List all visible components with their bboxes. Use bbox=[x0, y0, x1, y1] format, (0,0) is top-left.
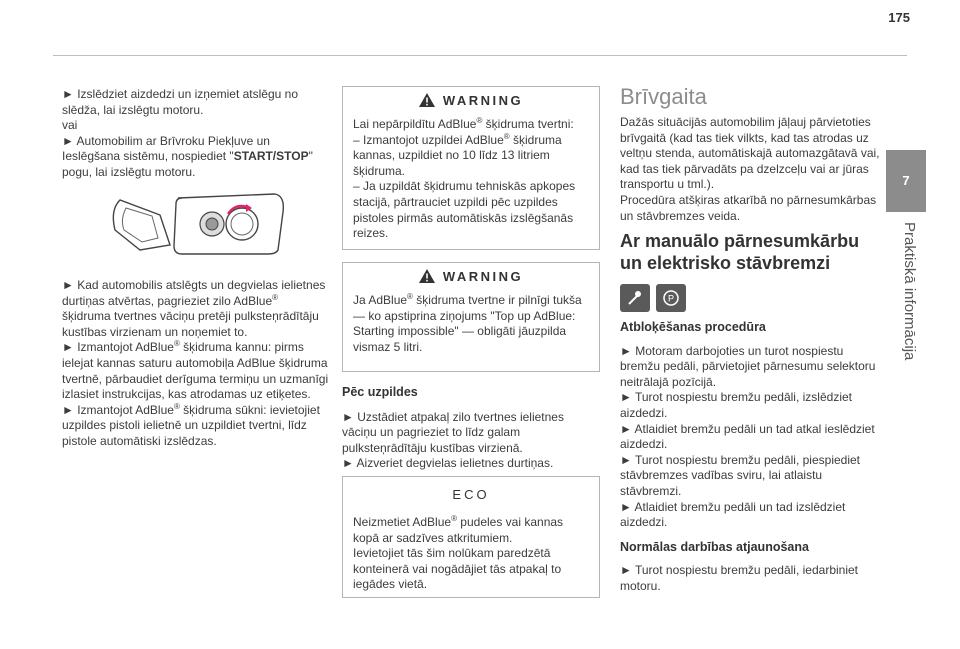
step: ► Turot nospiestu bremžu pedāli, piespiediet stāvbremzes vadības sviru, lai atlaistu stāvbremzi. bbox=[620, 452, 861, 498]
fuel-flap-illustration bbox=[100, 190, 290, 258]
subsection-title: Ar manuālo pārnesumkārbu un elektrisko stāvbremzi bbox=[620, 231, 860, 273]
step: ► Turot nospiestu bremžu pedāli, iedarbiniet motoru. bbox=[620, 563, 859, 593]
paragraph: ► Aizveriet degvielas ielietnes durtiņas. bbox=[342, 456, 554, 471]
eco-body: Neizmetiet AdBlue® pudeles vai kannas kopā ar sadzīves atkritumiem. Ievietojiet tās šim nolūkam paredzētā konteinerā vai nogādājiet tās atpakaļ to iegādes vietā. bbox=[353, 514, 564, 592]
warning-title: WARNING bbox=[442, 268, 524, 284]
page-number: 175 bbox=[888, 10, 910, 25]
top-divider bbox=[53, 55, 907, 56]
section-heading: Pēc uzpildes bbox=[342, 385, 418, 399]
warning-box bbox=[342, 86, 600, 250]
warning-triangle-icon bbox=[419, 269, 435, 283]
unlock-procedure bbox=[620, 320, 882, 595]
manual-gearbox-icon bbox=[620, 284, 650, 312]
warning-header bbox=[343, 263, 599, 289]
intro-text bbox=[620, 115, 882, 224]
chapter-tab[interactable]: 7 bbox=[886, 150, 926, 212]
column-left-lower bbox=[62, 278, 330, 450]
after-refuel-section bbox=[342, 385, 600, 472]
step: ► Atlaidiet bremžu pedāli un tad atkal ieslēdziet aizdedzi. bbox=[620, 421, 875, 452]
procedure-heading: Normālas darbības atjaunošana bbox=[620, 539, 809, 554]
procedure-heading: Atbloķēšanas procedūra bbox=[620, 320, 766, 334]
chapter-label-text: Praktiskā informācija bbox=[901, 222, 918, 361]
paragraph: ► Izmantojot AdBlue® šķidruma sūkni: ievietojiet uzpildes pistoli ielietnē un uzpildiet tvertni, līdz pistole automātiski izslēdzas. bbox=[62, 401, 320, 448]
warning-body: Ja AdBlue® šķidruma tvertne ir pilnīgi tukša — ko apstiprina ziņojums "Top up AdBlue: Starting impossible" — obligāti jāuzpilda vismaz 5 litri. bbox=[353, 292, 582, 354]
column-left bbox=[62, 87, 330, 181]
icon-row bbox=[620, 284, 686, 312]
eco-title: ECO bbox=[452, 486, 490, 502]
warning-triangle-icon bbox=[419, 93, 435, 107]
warning-box-2 bbox=[342, 262, 600, 372]
electric-parking-brake-icon bbox=[656, 284, 686, 312]
paragraph: ► Uzstādiet atpakaļ zilo tvertnes ielietnes vāciņu un pagrieziet to līdz galam pulksteņrādītāju kustības virzienā. bbox=[342, 409, 564, 455]
paragraph: ► Izslēdziet aizdedzi un izņemiet atslēgu no slēdža, lai izslēgtu motoru. vai ► Automobilim ar Brīvroku Piekļuve un Ieslēgšana sistēmu, nospiediet "START/STOP" pogu, lai izslēgtu motoru. bbox=[62, 87, 313, 179]
warning-header bbox=[343, 87, 599, 113]
step: ► Turot nospiestu bremžu pedāli, izslēdziet aizdedzi. bbox=[620, 390, 852, 420]
step: ► Motoram darbojoties un turot nospiestu bremžu pedāli, pārvietojiet pārnesumu selektoru neitrālajā pozīcijā. bbox=[620, 343, 876, 389]
paragraph: Dažās situācijās automobilim jāļauj pārvietoties brīvgaitā (kad tas tiek vilkts, kad tas atrodas uz veltņu stenda, automātiskajā automazgātavā vai, kad tas tiek pārvadāts pa dzelzceļu vai ar jūras transportu u tml.). bbox=[620, 115, 880, 192]
paragraph: ► Kad automobilis atslēgts un degvielas ielietnes durtiņas atvērtas, pagrieziet zilo AdBlue® šķidruma tvertnes vāciņu pretēji pulksteņrādītāju kustības virzienam un noņemiet to. bbox=[62, 278, 326, 339]
eco-box bbox=[342, 476, 600, 598]
warning-body: Lai nepārpildītu AdBlue® šķidruma tvertni: – Izmantojot uzpildei AdBlue® šķidruma kannas, uzpildiet no 10 līdz 13 litriem šķidruma. – Ja uzpildāt šķidrumu tehniskās apkopes stacijā, pārtrauciet uzpildi pēc uzpildes pistoles pirmās automātiskās izslēgšanās reizes. bbox=[353, 116, 576, 241]
section-title: Brīvgaita bbox=[620, 84, 707, 109]
adblue-cap-icon bbox=[100, 190, 290, 258]
paragraph: ► Izmantojot AdBlue® šķidruma kannu: pirms ielejat kannas saturu automobiļa AdBlue šķidruma tvertnē, pārbaudiet derīguma termiņu un uzmanīgi izlasiet instrukcijas, kas atrodamas uz etiķetes. bbox=[62, 339, 329, 402]
chapter-label bbox=[892, 222, 922, 382]
svg-text:P: P bbox=[667, 293, 675, 304]
step: ► Atlaidiet bremžu pedāli un tad izslēdziet aizdedzi. bbox=[620, 499, 846, 530]
warning-title: WARNING bbox=[442, 92, 524, 108]
paragraph: Procedūra atšķiras atkarībā no pārnesumkārbas un stāvbremzes veida. bbox=[620, 192, 877, 223]
